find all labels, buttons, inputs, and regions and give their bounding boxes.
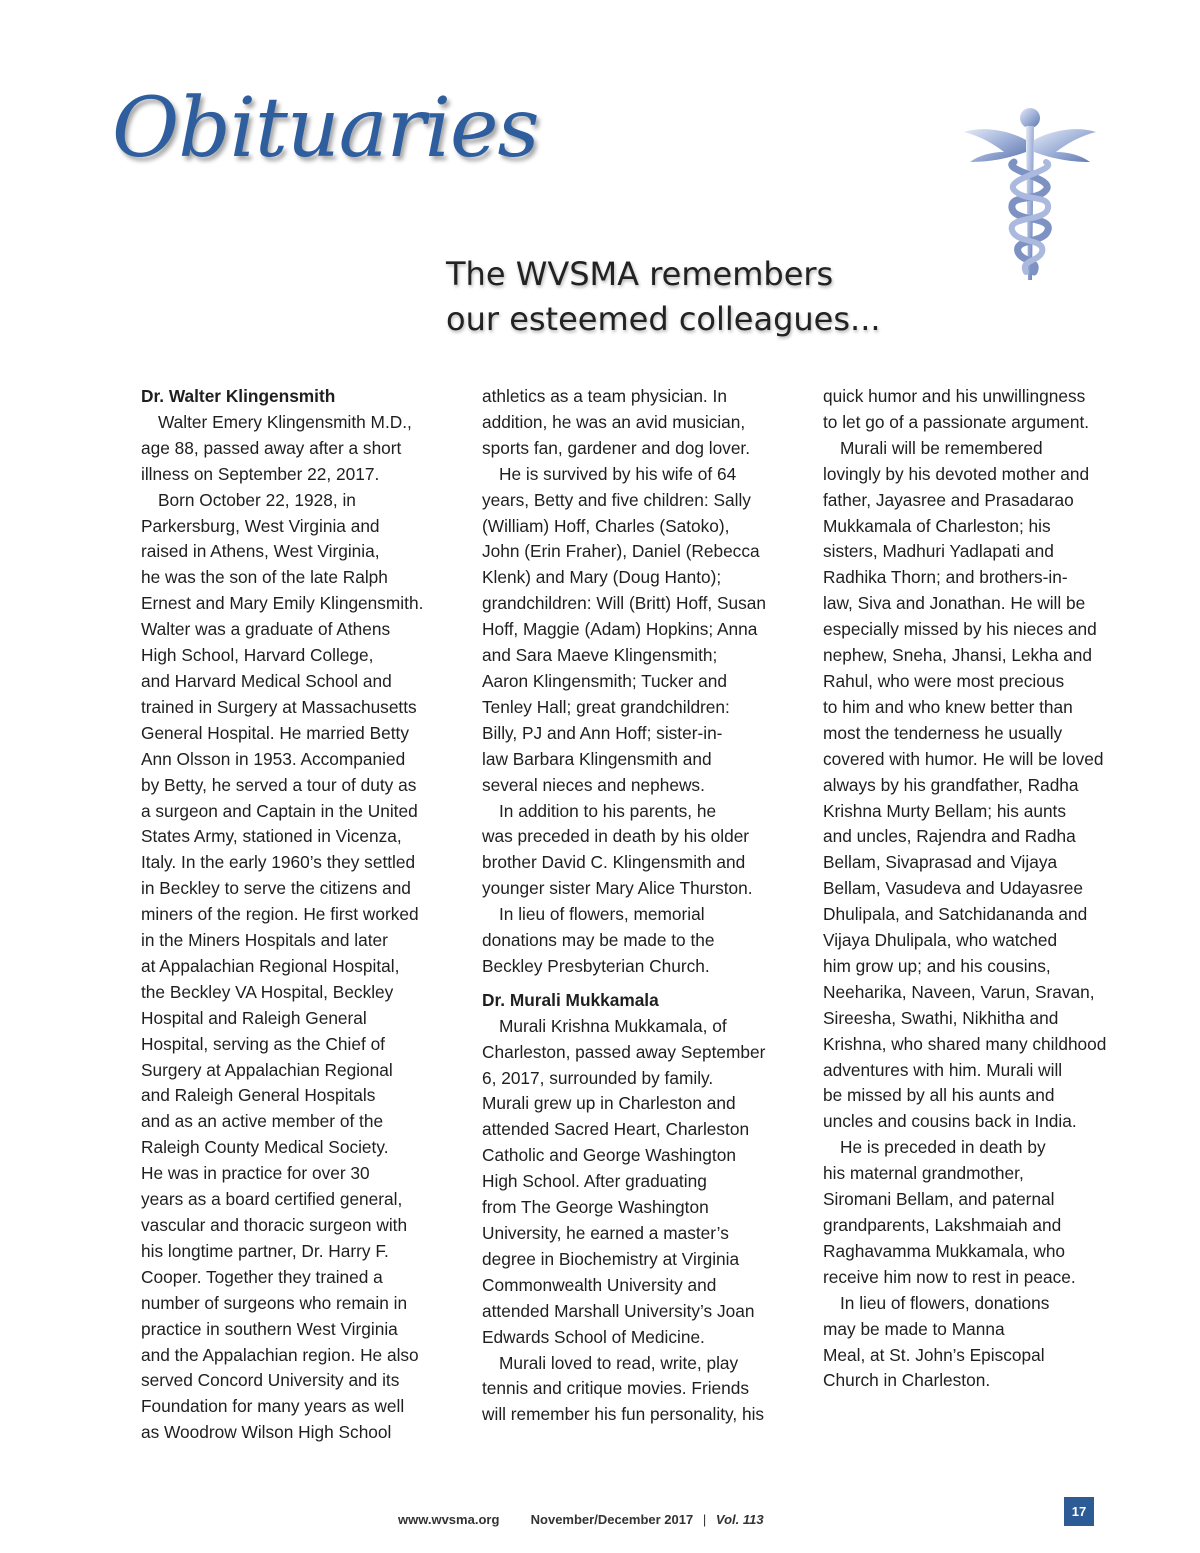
obituary-line: Walter Emery Klingensmith M.D., <box>158 411 412 432</box>
obituary-line: Beckley Presbyterian Church. <box>482 955 710 976</box>
obituary-line: High School. After graduating <box>482 1171 707 1192</box>
obituary-line: Hospital, serving as the Chief of <box>141 1033 385 1054</box>
obituary-line: he was the son of the late Ralph <box>141 567 388 588</box>
obituary-line: to him and who knew better than <box>823 696 1073 717</box>
obituary-line: Commonwealth University and <box>482 1274 717 1295</box>
obituary-line: served Concord University and its <box>141 1370 400 1391</box>
obituary-line: Italy. In the early 1960’s they settled <box>141 852 416 873</box>
obituary-line: He is survived by his wife of 64 <box>499 463 737 484</box>
obituary-line: lovingly by his devoted mother and <box>823 463 1090 484</box>
obituary-line: Raleigh County Medical Society. <box>141 1137 389 1158</box>
obituary-line: covered with humor. He will be loved <box>823 748 1104 769</box>
obituary-line: his maternal grandmother, <box>823 1163 1024 1184</box>
obituary-line: attended Marshall University’s Joan <box>482 1300 755 1321</box>
obituary-line: Radhika Thorn; and brothers-in- <box>823 567 1068 588</box>
obituary-line: Hoff, Maggie (Adam) Hopkins; Anna <box>482 619 758 640</box>
obituary-line: General Hospital. He married Betty <box>141 722 409 743</box>
obituary-line: 6, 2017, surrounded by family. <box>482 1067 714 1088</box>
obituary-line: most the tenderness he usually <box>823 722 1063 743</box>
obituary-line: attended Sacred Heart, Charleston <box>482 1119 750 1140</box>
obituary-line: Ernest and Mary Emily Klingensmith. <box>141 593 424 614</box>
obituary-line: Krishna, who shared many childhood <box>823 1033 1107 1054</box>
obituary-line: the Beckley VA Hospital, Beckley <box>141 981 394 1002</box>
obituary-line: vascular and thoracic surgeon with <box>141 1215 408 1235</box>
obituary-line: Surgery at Appalachian Regional <box>141 1059 393 1080</box>
obituary-line: addition, he was an avid musician, <box>482 411 746 432</box>
obituary-line: and uncles, Rajendra and Radha <box>823 826 1076 847</box>
obituary-line: be missed by all his aunts and <box>823 1085 1055 1106</box>
obituary-line: In lieu of flowers, donations <box>840 1292 1050 1313</box>
obituary-line: Murali will be remembered <box>840 437 1043 458</box>
obituary-line: years as a board certified general, <box>141 1189 403 1210</box>
obituary-line: Murali loved to read, write, play <box>499 1352 739 1373</box>
obituary-line: He was in practice for over 30 <box>141 1163 370 1184</box>
obituary-line: will remember his fun personality, his <box>482 1404 765 1425</box>
obituary-line: law, Siva and Jonathan. He will be <box>823 593 1086 614</box>
obituary-line: to let go of a passionate argument. <box>823 411 1090 432</box>
obituary-line: Rahul, who were most precious <box>823 670 1065 691</box>
obituary-line: Bellam, Vasudeva and Udayasree <box>823 878 1084 899</box>
obituary-line: Catholic and George Washington <box>482 1145 736 1166</box>
obituary-line: Tenley Hall; great grandchildren: <box>482 696 730 717</box>
obituary-line: Aaron Klingensmith; Tucker and <box>482 670 727 691</box>
obituary-name: Dr. Murali Mukkamala <box>482 989 659 1010</box>
obituary-line: Ann Olsson in 1953. Accompanied <box>141 748 406 769</box>
obituary-line: Meal, at St. John’s Episcopal <box>823 1344 1045 1365</box>
obituary-line: Murali grew up in Charleston and <box>482 1093 736 1114</box>
obituary-line: and as an active member of the <box>141 1111 384 1132</box>
obituary-line: in Beckley to serve the citizens and <box>141 878 411 899</box>
page-number: 17 <box>1064 1497 1094 1526</box>
obituary-line: grandchildren: Will (Britt) Hoff, Susan <box>482 593 766 614</box>
obituary-line: and Sara Maeve Klingensmith; <box>482 645 718 666</box>
obituary-line: Cooper. Together they trained a <box>141 1266 383 1287</box>
obituary-line: sports fan, gardener and dog lover. <box>482 437 751 458</box>
obituary-line: as Woodrow Wilson High School <box>141 1422 392 1443</box>
obituary-line: In addition to his parents, he <box>499 800 717 821</box>
obituary-line: athletics as a team physician. In <box>482 386 727 406</box>
obituary-line: law Barbara Klingensmith and <box>482 748 712 769</box>
obituary-line: Krishna Murty Bellam; his aunts <box>823 800 1066 821</box>
obituary-line: Klenk) and Mary (Doug Hanto); <box>482 567 722 588</box>
obituary-line: trained in Surgery at Massachusetts <box>141 696 417 717</box>
obituary-line: by Betty, he served a tour of duty as <box>141 774 417 795</box>
obituary-line: adventures with him. Murali will <box>823 1059 1063 1080</box>
obituary-line: him grow up; and his cousins, <box>823 955 1051 976</box>
obituary-line: several nieces and nephews. <box>482 774 705 795</box>
obituary-name: Dr. Walter Klingensmith <box>141 386 336 406</box>
obituary-line: John (Erin Fraher), Daniel (Rebecca <box>482 541 760 562</box>
obituary-line: Siromani Bellam, and paternal <box>823 1189 1055 1210</box>
obituary-line: number of surgeons who remain in <box>141 1292 408 1313</box>
obituary-line: Charleston, passed away September <box>482 1041 766 1062</box>
obituary-line: his longtime partner, Dr. Harry F. <box>141 1240 389 1261</box>
section-subtitle <box>446 252 881 342</box>
obituary-line: age 88, passed away after a short <box>141 437 402 458</box>
obituary-line: Church in Charleston. <box>823 1370 991 1391</box>
obituary-line: Neeharika, Naveen, Varun, Sravan, <box>823 981 1095 1002</box>
footer-website: www.wvsma.org <box>398 1512 500 1527</box>
obituary-line: father, Jayasree and Prasadarao <box>823 489 1074 510</box>
obituary-line: younger sister Mary Alice Thurston. <box>482 878 753 899</box>
obituary-line: Edwards School of Medicine. <box>482 1326 705 1347</box>
obituary-line: at Appalachian Regional Hospital, <box>141 955 400 976</box>
obituary-line: in the Miners Hospitals and later <box>141 930 388 951</box>
text-column-3 <box>823 384 1135 1394</box>
obituary-line: a surgeon and Captain in the United <box>141 800 418 821</box>
obituary-line: raised in Athens, West Virginia, <box>141 541 380 562</box>
footer-issue: November/December 2017 <box>530 1512 694 1527</box>
obituary-line: grandparents, Lakshmaiah and <box>823 1215 1062 1235</box>
obituary-line: Raghavamma Mukkamala, who <box>823 1240 1066 1261</box>
obituary-line: practice in southern West Virginia <box>141 1318 398 1339</box>
obituary-line: Mukkamala of Charleston; his <box>823 515 1051 536</box>
obituary-line: nephew, Sneha, Jhansi, Lekha and <box>823 645 1093 666</box>
obituary-line: sisters, Madhuri Yadlapati and <box>823 541 1054 562</box>
obituary-line: quick humor and his unwillingness <box>823 386 1086 406</box>
obituary-line: degree in Biochemistry at Virginia <box>482 1248 740 1269</box>
text-column-2 <box>482 384 800 1428</box>
obituary-line: Billy, PJ and Ann Hoff; sister-in- <box>482 722 723 743</box>
obituary-line: Foundation for many years as well <box>141 1396 405 1417</box>
obituary-line: receive him now to rest in peace. <box>823 1266 1076 1287</box>
subtitle-line: our esteemed colleagues... <box>446 300 881 338</box>
obituary-line: (William) Hoff, Charles (Satoko), <box>482 515 730 536</box>
obituary-line: illness on September 22, 2017. <box>141 463 380 484</box>
obituary-line: Parkersburg, West Virginia and <box>141 515 380 536</box>
obituary-line: Vijaya Dhulipala, who watched <box>823 930 1058 951</box>
obituary-line: Bellam, Sivaprasad and Vijaya <box>823 852 1058 873</box>
obituary-line: years, Betty and five children: Sally <box>482 489 751 510</box>
obituary-line: Hospital and Raleigh General <box>141 1007 367 1028</box>
subtitle-line: The WVSMA remembers <box>446 255 834 293</box>
obituary-line: uncles and cousins back in India. <box>823 1111 1077 1132</box>
footer-volume: Vol. 113 <box>715 1512 764 1527</box>
footer-separator: | <box>702 1512 707 1527</box>
section-title: Obituaries <box>112 81 539 176</box>
caduceus-icon <box>960 100 1100 285</box>
obituary-line: and Harvard Medical School and <box>141 670 392 691</box>
obituary-line: Murali Krishna Mukkamala, of <box>499 1015 727 1036</box>
obituary-line: Sireesha, Swathi, Nikhitha and <box>823 1007 1059 1028</box>
obituary-line: and the Appalachian region. He also <box>141 1344 419 1365</box>
obituary-line: and Raleigh General Hospitals <box>141 1085 376 1106</box>
obituary-line: In lieu of flowers, memorial <box>499 904 705 925</box>
obituary-line: Walter was a graduate of Athens <box>141 619 391 640</box>
obituary-line: High School, Harvard College, <box>141 645 374 666</box>
obituary-line: was preceded in death by his older <box>482 826 750 847</box>
obituary-line: Dhulipala, and Satchidananda and <box>823 904 1088 925</box>
obituary-line: donations may be made to the <box>482 930 715 951</box>
obituary-line: brother David C. Klingensmith and <box>482 852 746 873</box>
obituary-line: may be made to Manna <box>823 1318 1005 1339</box>
obituary-line: Born October 22, 1928, in <box>158 489 356 510</box>
obituary-line: from The George Washington <box>482 1197 709 1218</box>
obituary-line: always by his grandfather, Radha <box>823 774 1079 795</box>
obituary-line: tennis and critique movies. Friends <box>482 1378 750 1399</box>
obituary-line: He is preceded in death by <box>840 1137 1046 1158</box>
obituary-line: States Army, stationed in Vicenza, <box>141 826 402 847</box>
text-column-1 <box>141 384 459 1446</box>
obituary-line: miners of the region. He first worked <box>141 904 419 925</box>
page-footer <box>398 1512 764 1527</box>
obituary-line: especially missed by his nieces and <box>823 619 1097 640</box>
obituary-line: University, he earned a master’s <box>482 1223 729 1243</box>
